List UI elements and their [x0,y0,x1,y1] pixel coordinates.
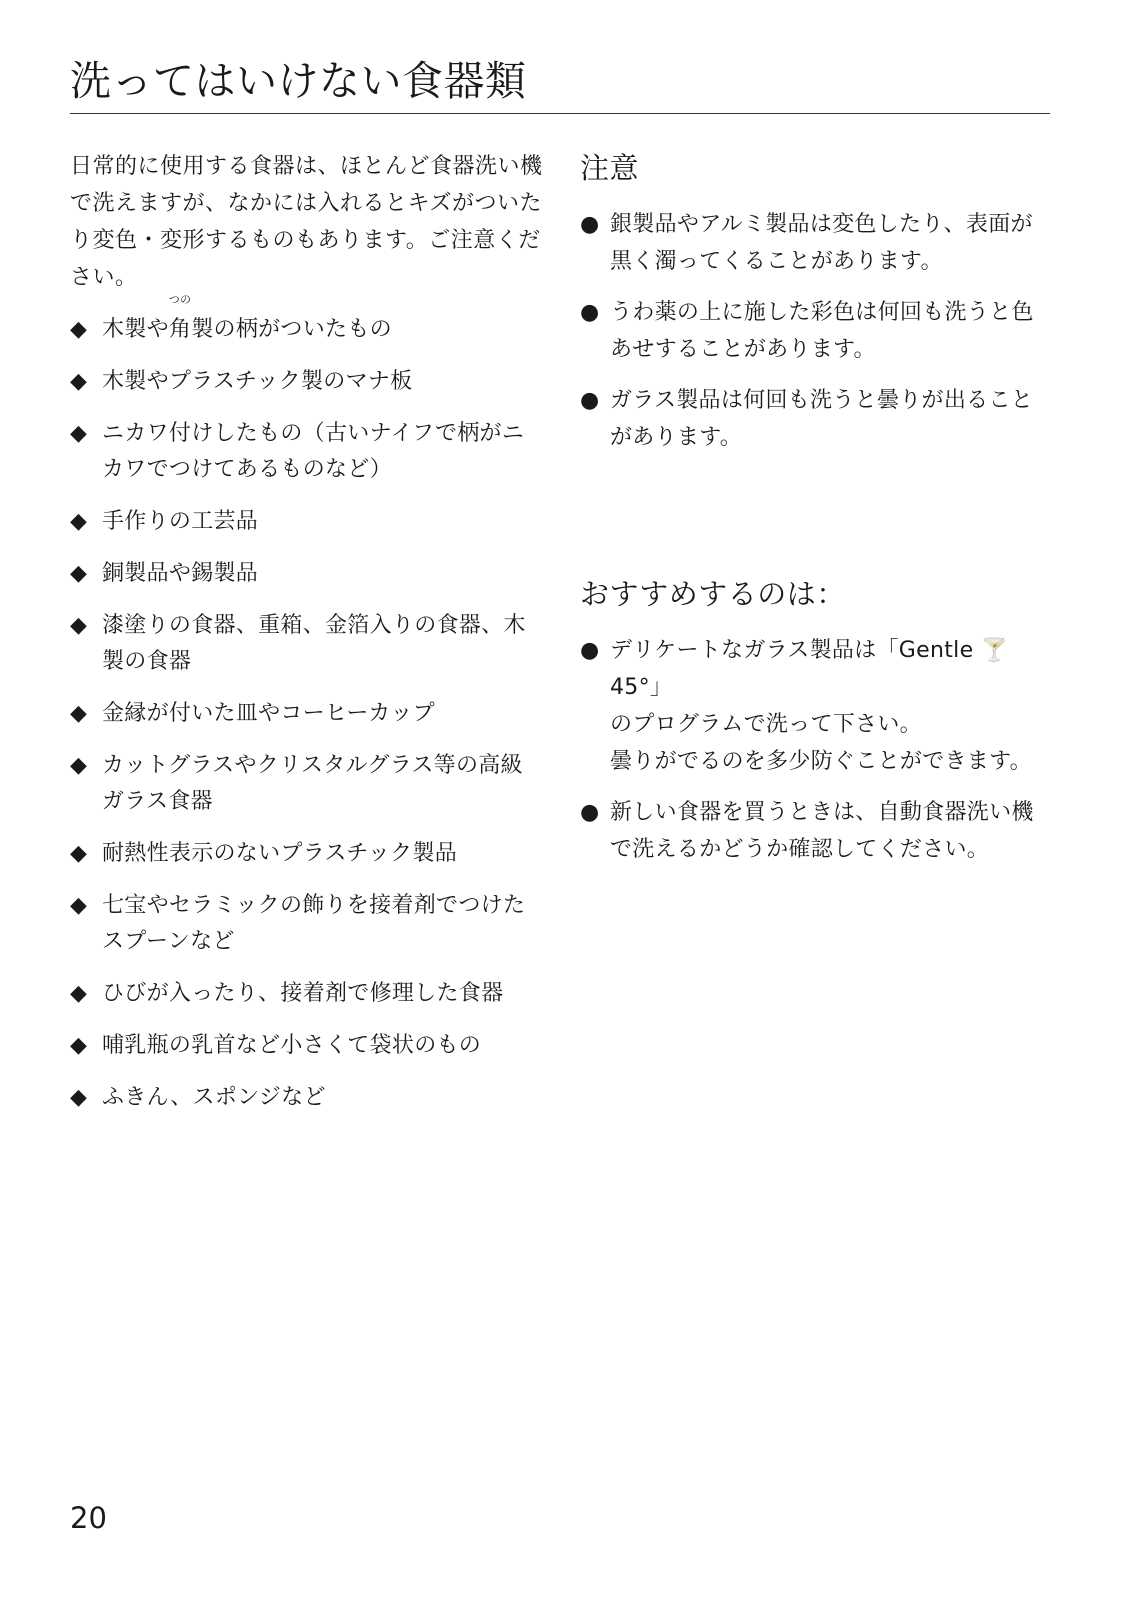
list-item-text: 木製やプラスチック製のマナ板 [102,369,413,394]
list-item-text: 製の柄がついたもの [191,317,392,342]
list-item [70,888,545,960]
ruby-annotation [168,293,192,348]
list-item-text: 哺乳瓶の乳首など小さくて袋状のもの [102,1033,482,1058]
diamond-bullet-icon: ◆ [70,893,88,918]
diamond-bullet-icon: ◆ [70,753,88,778]
list-item [580,382,1050,456]
list-item [70,364,545,400]
caution-list [580,206,1050,456]
list-item [70,1080,545,1116]
dot-bullet-icon: ● [580,212,600,237]
list-item-text: 新しい食器を買うときは、自動食器洗い機で洗えるかどうか確認してください。 [610,800,1034,862]
recommend-heading: おすすめするのは： [580,577,846,611]
diamond-bullet-icon: ◆ [70,369,88,394]
list-item [70,504,545,540]
list-item-text: 七宝やセラミックの飾りを接着剤でつけたスプーンなど [102,893,526,954]
list-item-text: 金縁が付いた皿やコーヒーカップ [102,701,435,726]
ruby-base: 角 [168,317,192,342]
diamond-bullet-icon: ◆ [70,701,88,726]
list-item [580,206,1050,280]
list-item-text: ニカワ付けしたもの（古いナイフで柄がニカワでつけてあるものなど） [102,421,525,482]
dot-bullet-icon: ● [580,388,600,413]
list-item-text: 漆塗りの食器、重箱、金箔入りの食器、木製の食器 [102,613,526,674]
list-item [580,632,1050,780]
page-title: 洗ってはいけない食器類 [70,57,527,105]
list-item-text: 手作りの工芸品 [102,509,259,534]
list-item [70,976,545,1012]
not-washable-list [70,293,545,1116]
list-item-text: うわ薬の上に施した彩色は何回も洗うと色あせすることがあります。 [610,300,1034,362]
list-item [70,416,545,488]
list-item [580,294,1050,368]
list-item [70,748,545,820]
list-item-text: 曇りがでるのを多少防ぐことができます。 [610,749,1032,774]
right-column [580,148,1050,882]
diamond-bullet-icon: ◆ [70,509,88,534]
recommend-section [580,574,1050,868]
dot-bullet-icon: ● [580,638,600,663]
diamond-bullet-icon: ◆ [70,841,88,866]
diamond-bullet-icon: ◆ [70,317,88,342]
list-item [70,836,545,872]
diamond-bullet-icon: ◆ [70,1085,88,1110]
list-item-text: のプログラムで洗って下さい。 [610,712,922,737]
list-item-text: カットグラスやクリスタルグラス等の高級ガラス食器 [102,753,523,814]
list-item-text: ふきん、スポンジなど [102,1085,326,1110]
recommend-list [580,632,1050,868]
list-item [70,1028,545,1064]
page-number: 20 [70,1501,107,1535]
list-item-text: 木製や [102,317,169,342]
diamond-bullet-icon: ◆ [70,561,88,586]
list-item [580,794,1050,868]
left-column [70,148,545,1132]
list-item-text: 耐熱性表示のないプラスチック製品 [102,841,458,866]
list-item [70,696,545,732]
diamond-bullet-icon: ◆ [70,1033,88,1058]
dot-bullet-icon: ● [580,300,600,325]
title-divider [70,113,1050,114]
list-item-text: 銀製品やアルミ製品は変色したり、表面が黒く濁ってくることがあります。 [610,212,1033,274]
dot-bullet-icon: ● [580,800,600,825]
ruby-reading: つの [168,293,192,306]
intro-paragraph: 日常的に使用する食器は、ほとんど食器洗い機で洗えますが、なかには入れるとキズがついたり変色・変形するものもあります。ご注意ください。 [70,154,543,290]
list-item [70,293,545,348]
list-item [70,556,545,592]
diamond-bullet-icon: ◆ [70,421,88,446]
diamond-bullet-icon: ◆ [70,613,88,638]
diamond-bullet-icon: ◆ [70,981,88,1006]
list-item-text: ガラス製品は何回も洗うと曇りが出ることがあります。 [610,388,1034,450]
list-item-text: 銅製品や錫製品 [102,561,259,586]
list-item [70,608,545,680]
caution-heading: 注意 [580,151,640,185]
list-item-text: ひびが入ったり、接着剤で修理した食器 [102,981,504,1006]
list-item-text: デリケートなガラス製品は「Gentle 🍸 45°」 [610,638,1009,700]
